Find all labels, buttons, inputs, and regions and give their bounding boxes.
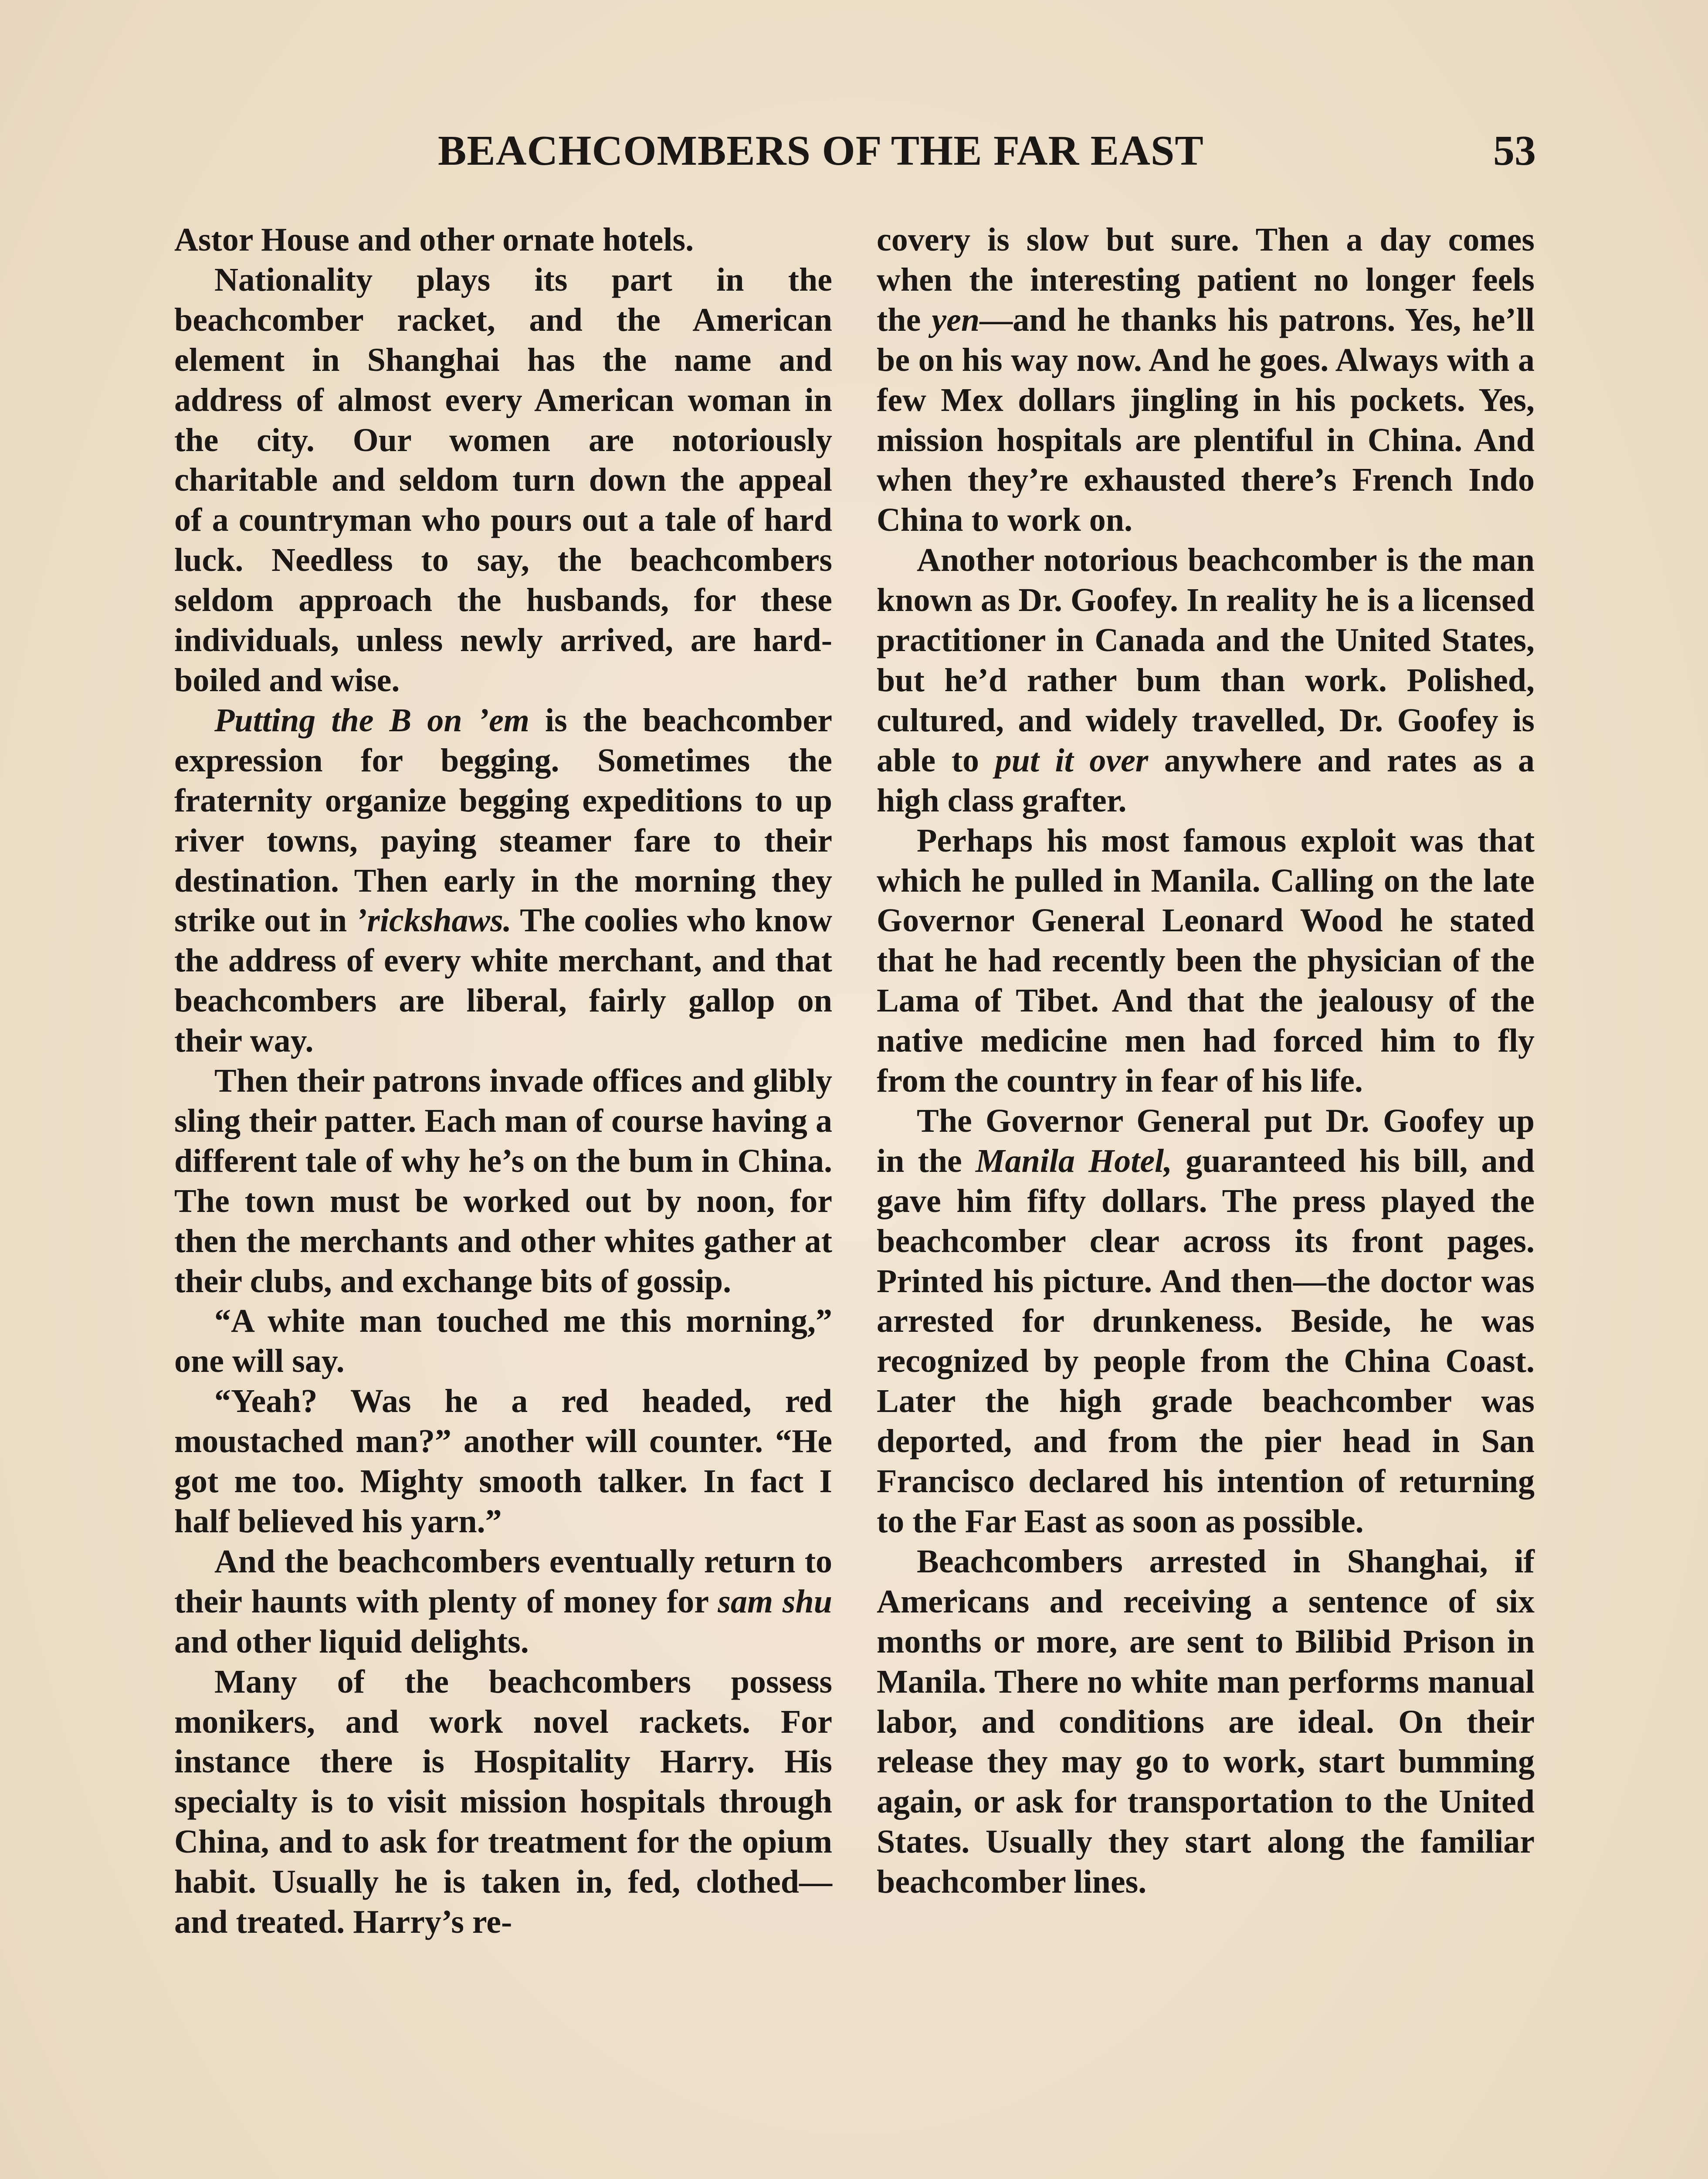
paragraph: Astor House and other ornate hotels.	[174, 221, 694, 258]
paragraph-text: covery is slow but sure. Then a day comes when the interesting patient no longer feels the	[877, 221, 1535, 338]
italic-phrase: put it over	[995, 742, 1149, 779]
paragraph: Beachcombers arrested in Shanghai, if Americans and receiving a sentence of six months or more, are sent to Bilibid Prison in Manila. There no white man performs manual labor, and conditions are ideal. On their release they may go to work, start bumming again, or ask for transportation to the United States. Usually they start along the familiar beachcomber lines.	[877, 1543, 1535, 1901]
italic-phrase: yen	[932, 301, 980, 338]
paragraph-text: Another notorious beachcomber is the man known as Dr. Goofey. In reality he is a licensed practitioner in Canada and the United States, but he’d rather bum than work. Polished, cultured, and widely travelled, Dr. Goofey is able to	[877, 542, 1535, 779]
right-column	[877, 220, 1535, 1902]
page-header	[172, 126, 1536, 183]
paragraph	[174, 701, 832, 1061]
paragraph-text: The Governor General put Dr. Goofey up in the	[877, 1102, 1535, 1179]
paragraph: “A white man touched me this morning,” one will say.	[174, 1303, 832, 1380]
italic-phrase: Putting the B on ’em	[214, 702, 529, 739]
paragraph-text: is the beachcomber expression for begging. Sometimes the fraternity organize begging expeditions to up river towns, paying steamer fare to their destination. Then early in the morning they strike out in	[174, 702, 832, 939]
paragraph: “Yeah? Was he a red headed, red moustached man?” another will counter. “He got me too. Mighty smooth talker. In fact I half believed his yarn.”	[174, 1383, 832, 1540]
page-number: 53	[1493, 127, 1536, 174]
paragraph-text: And the beachcombers eventually return to their haunts with plenty of money for	[174, 1543, 832, 1620]
paragraph-text: —and he thanks his patrons. Yes, he’ll be on his way now. And he goes. Always with a few Mex dollars jingling in his pockets. Yes, mission hospitals are plentiful in China. And when they’re exhausted there’s French Indo China to work on.	[877, 301, 1535, 539]
paragraph-text: guaranteed his bill, and gave him fifty dollars. The press played the beachcomber clear across its front pages. Printed his picture. And then—the doctor was arrested for drunkeness. Beside, he was recognized by people from the China Coast. Later the high grade beachcomber was deported, and from the pier head in San Francisco declared his intention of returning to the Far East as soon as possible.	[877, 1142, 1535, 1540]
italic-phrase: ’rickshaws.	[356, 902, 512, 939]
paragraph-text: and other liquid delights.	[174, 1623, 529, 1660]
paragraph-text: The coolies who know the address of every white merchant, and that beachcombers are liberal, fairly gallop on their way.	[174, 902, 832, 1059]
paragraph	[877, 540, 1535, 821]
paragraph-text: anywhere and rates as a high class grafter.	[877, 742, 1535, 819]
italic-phrase: Manila Hotel,	[975, 1142, 1173, 1179]
italic-phrase: sam shu	[718, 1583, 832, 1620]
paragraph: Nationality plays its part in the beachcomber racket, and the American element in Shanghai has the name and address of almost every American woman in the city. Our women are notoriously charitable and seldom turn down the appeal of a countryman who pours out a tale of hard luck. Needless to say, the beachcombers seldom approach the husbands, for these individuals, unless newly arrived, are hard-boiled and wise.	[174, 261, 832, 699]
paragraph: Many of the beachcombers possess monikers, and work novel rackets. For instance there is Hospitality Harry. His specialty is to visit mission hospitals through China, and to ask for treatment for the opium habit. Usually he is taken in, fed, clothed—and treated. Harry’s re-	[174, 1663, 832, 1941]
paragraph	[174, 1542, 832, 1662]
paragraph: Then their patrons invade offices and glibly sling their patter. Each man of course having a different tale of why he’s on the bum in China. The town must be worked out by noon, for then the merchants and other whites gather at their clubs, and exchange bits of gossip.	[174, 1062, 832, 1300]
paragraph	[877, 1101, 1535, 1542]
left-column	[174, 220, 832, 1942]
paragraph: Perhaps his most famous exploit was that which he pulled in Manila. Calling on the late Governor General Leonard Wood he stated that he had recently been the physician of the Lama of Tibet. And that the jealousy of the native medicine men had forced him to fly from the country in fear of his life.	[877, 822, 1535, 1100]
paragraph	[877, 220, 1535, 540]
running-title: BEACHCOMBERS OF THE FAR EAST	[438, 127, 1204, 174]
